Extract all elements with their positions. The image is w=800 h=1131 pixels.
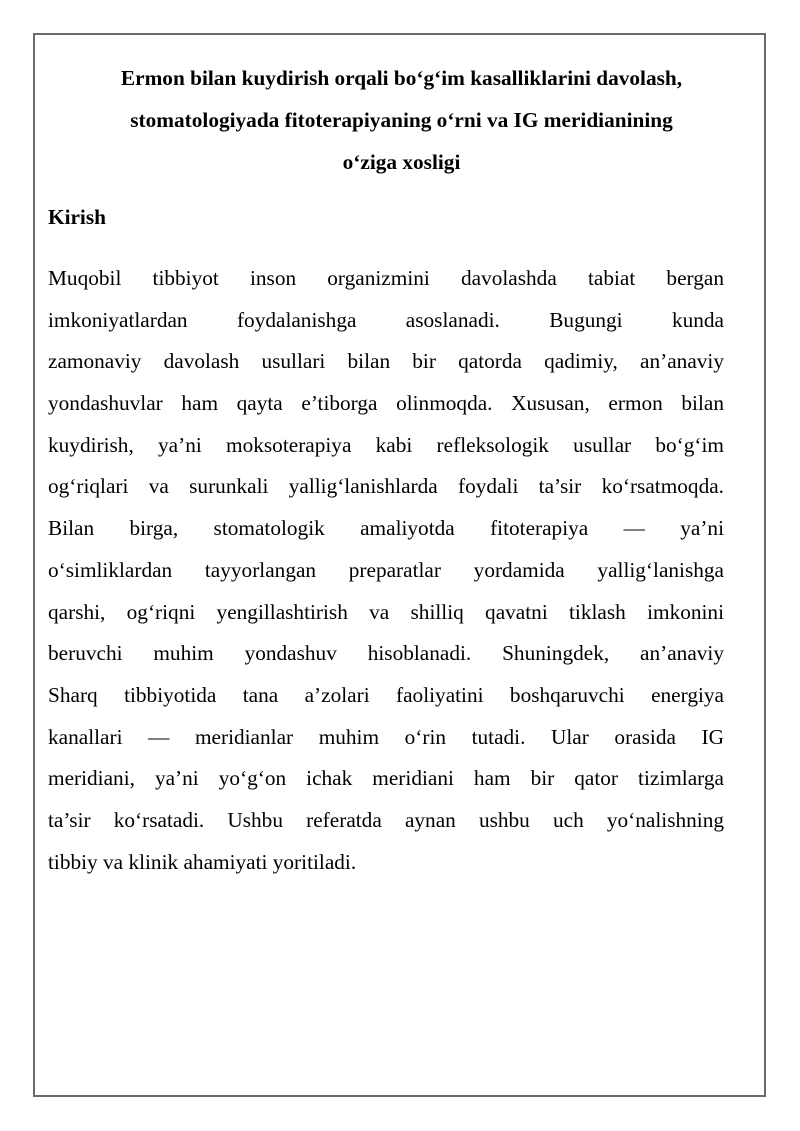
paragraph-line: ta’sir ko‘rsatadi. Ushbu referatda aynan ushbu uch yo‘nalishning (48, 807, 724, 832)
section-heading: Kirish (48, 205, 106, 229)
document-title (49, 57, 754, 183)
paragraph-line: meridiani, ya’ni yo‘g‘on ichak meridiani ham bir qator tizimlarga (48, 766, 724, 791)
title-line: stomatologiyada fitoterapiyaning o‘rni va IG meridianining (130, 108, 673, 132)
paragraph-line: og‘riqlari va surunkali yallig‘lanishlarda foydali ta’sir ko‘rsatmoqda. (48, 474, 724, 499)
paragraph-line: o‘simliklardan tayyorlangan preparatlar yordamida yallig‘lanishga (48, 557, 724, 582)
title-line: Ermon bilan kuydirish orqali bo‘g‘im kasalliklarini davolash, (120, 66, 683, 90)
paragraph-line: kuydirish, ya’ni moksoterapiya kabi refleksologik usullar bo‘g‘im (48, 432, 724, 457)
paragraph-line: tibbiy va klinik ahamiyati yoritiladi. (48, 849, 357, 874)
body-paragraph (48, 258, 724, 883)
paragraph-line: kanallari — meridianlar muhim o‘rin tutadi. Ular orasida IG (48, 724, 724, 749)
paragraph-line: Muqobil tibbiyot inson organizmini davolashda tabiat bergan (48, 266, 724, 290)
paragraph-line: qarshi, og‘riqni yengillashtirish va shilliq qavatni tiklash imkonini (48, 599, 724, 624)
title-line: o‘ziga xosligi (342, 150, 461, 174)
paragraph-line: Bilan birga, stomatologik amaliyotda fitoterapiya — ya’ni (48, 516, 724, 541)
paragraph-line: beruvchi muhim yondashuv hisoblanadi. Shuningdek, an’anaviy (48, 641, 724, 666)
paragraph-line: yondashuvlar ham qayta e’tiborga olinmoqda. Xususan, ermon bilan (48, 391, 724, 416)
paragraph-line: imkoniyatlardan foydalanishga asoslanadi. Bugungi kunda (48, 307, 724, 332)
paragraph-line: Sharq tibbiyotida tana a’zolari faoliyatini boshqaruvchi energiya (48, 682, 724, 707)
paragraph-line: zamonaviy davolash usullari bilan bir qatorda qadimiy, an’anaviy (48, 349, 724, 374)
page-frame (33, 33, 766, 1097)
